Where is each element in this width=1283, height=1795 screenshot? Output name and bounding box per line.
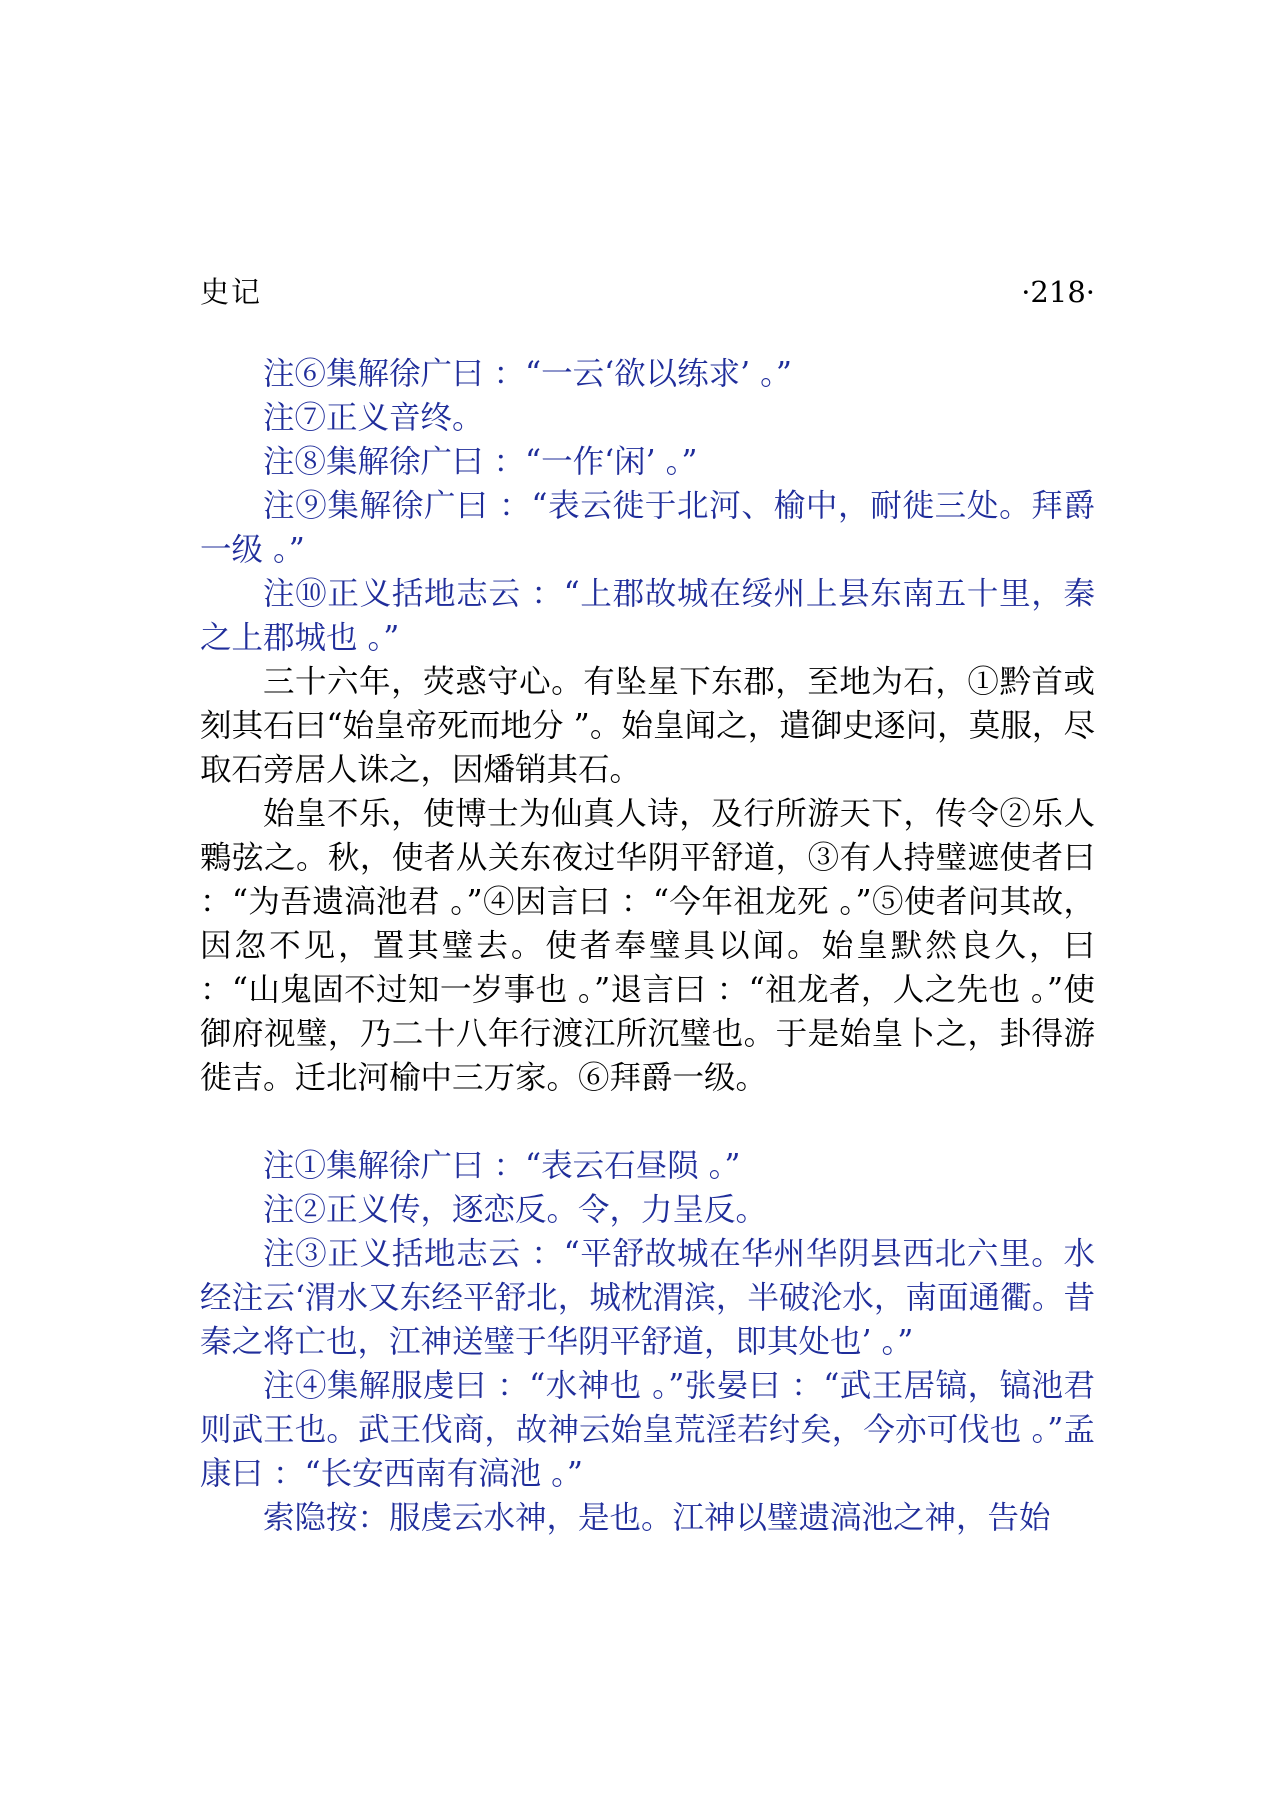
- note-paragraph: 注⑩正义括地志云 ：“上郡故城在绥州上县东南五十里，秦之上郡城也 。”: [200, 576, 1095, 656]
- book-title: 史记: [200, 275, 263, 309]
- note-paragraph: 注①集解徐广曰 ：“表云石昼陨 。”: [263, 1148, 741, 1184]
- section-gap: [200, 1100, 1095, 1144]
- page-number: ·218·: [1021, 275, 1095, 309]
- main-text-paragraph: 始皇不乐，使博士为仙真人诗，及行所游天下，传令②乐人鷅弦之。秋，使者从关东夜过华阴平舒道，③有人持璧遮使者曰 ：“为吾遗滈池君 。”④因言曰 ：“今年祖龙死 。”⑤使者问其故，因忽不见，置其璧去。使者奉璧具以闻。始皇默然良久，曰 ：“山鬼固不过知一岁事也 。”退言曰 ：“祖龙者，人之先也 。”使御府视璧，乃二十八年行渡江所沉璧也。于是始皇卜之，卦得游徙吉。迁北河榆中三万家。⑥拜爵一级。: [200, 796, 1095, 1096]
- note-paragraph: 注⑥集解徐广曰 ：“一云‘欲以练求’ 。”: [263, 356, 793, 392]
- note-paragraph: 注③正义括地志云 ：“平舒故城在华州华阴县西北六里。水经注云‘渭水又东经平舒北，城枕渭滨，半破沦水，南面通衢。昔秦之将亡也，江神送璧于华阴平舒道，即其处也’ 。”: [200, 1236, 1095, 1360]
- main-text-paragraph: 三十六年，荧惑守心。有坠星下东郡，至地为石，①黔首或刻其石曰“始皇帝死而地分 ”。始皇闻之，遣御史逐问，莫服，尽取石旁居人诛之，因燔销其石。: [200, 664, 1095, 788]
- note-paragraph: 注⑨集解徐广曰 ：“表云徙于北河、榆中，耐徙三处。拜爵一级 。”: [200, 488, 1095, 568]
- note-paragraph: 注②正义传，逐恋反。令，力呈反。: [263, 1192, 768, 1228]
- running-header: [200, 270, 1095, 314]
- note-paragraph: 索隐按：服虔云水神，是也。江神以璧遗滈池之神，告始: [263, 1500, 1051, 1536]
- note-paragraph: 注④集解服虔曰 ：“水神也 。”张晏曰 ：“武王居镐，镐池君则武王也。武王伐商，故神云始皇荒淫若纣矣，今亦可伐也 。”孟康曰 ：“长安西南有滈池 。”: [200, 1368, 1095, 1492]
- note-paragraph: 注⑦正义音终。: [263, 400, 484, 436]
- note-paragraph: 注⑧集解徐广曰 ：“一作‘闲’ 。”: [263, 444, 698, 480]
- page-body: [200, 352, 1095, 1540]
